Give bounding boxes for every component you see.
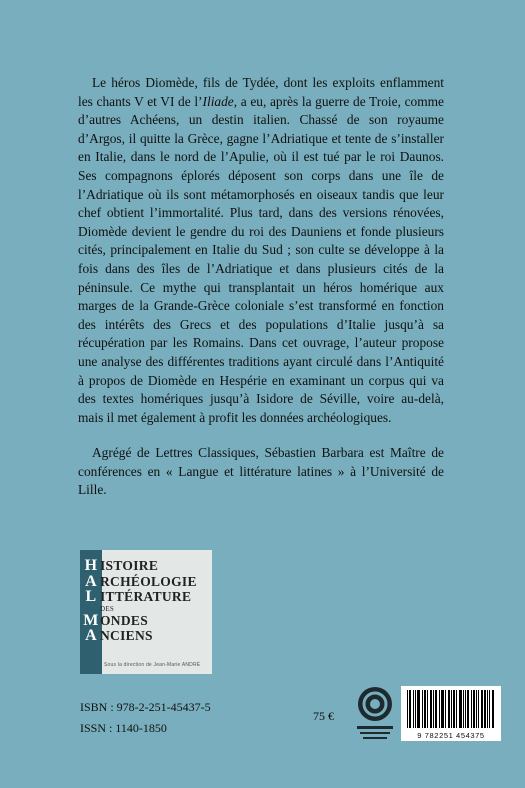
- isbn: ISBN : 978-2-251-45437-5: [80, 700, 211, 714]
- summary-text-rest: , a eu, après la guerre de Troie, comme d’autres Achéens, un destin italien. Chassé de son royaume d’Argos, il quitte la Grèce, gagne l’Adriatique et tente de s’installer en Italie, dans le nord de l’Apulie, où il est tué par le roi Daunos. Ses compagnons éplorés déposent son corps dans une île de l’Adriatique où ils sont métamorphosés en oiseaux tandis que leur chef obtient l’immortalité. Plus tard, dans des versions rénovées, Diomède devient le gendre du roi des Dauniens et fonde plusieurs cités, principalement en Italie du Sud ; son culte se développe à la fois dans des îles de l’Adriatique et dans plusieurs cités de la péninsule. Ce mythe qui transplantait un héros homérique aux marges de la Grande-Grèce coloniale s’est transformé en fonction des intérêts des Grecs et des populations d’Italie jusqu’à sa récupération par les Romains. Dans cet ouvrage, l’auteur propose une analyse des différentes traditions ayant circulé dans l’Antiquité à propos de Diomède en Hespérie en examinant un corpus qui va des textes homériques jusqu’à Isidore de Séville, voire au-delà, mais il met également à profit les données archéologiques.: [78, 93, 444, 425]
- back-cover-blurb: [78, 74, 444, 500]
- barcode-number: 9 782251 454375: [417, 731, 485, 740]
- logo-footer: Sous la direction de Jean-Marie ANDRÉ: [104, 662, 201, 668]
- summary-text-start: Le héros Diomède, fils de Tydée, dont les exploits enflamment les chants V et VI de l’: [78, 75, 444, 109]
- logo-line-des: DES: [100, 604, 115, 613]
- logo-line-litterature: L ITTÉRATURE: [85, 588, 192, 605]
- barcode-bars: [407, 690, 495, 728]
- price: 75 €: [313, 709, 334, 723]
- logo-line-anciens: A NCIENS: [85, 627, 153, 644]
- logo-line-histoire: H ISTOIRE: [84, 557, 159, 574]
- logo-line-mondes: MONDES: [83, 611, 149, 629]
- barcode: [401, 686, 501, 741]
- isbn-block: [80, 697, 211, 739]
- iliade-title: Iliade: [202, 93, 234, 109]
- summary-paragraph: [78, 74, 444, 427]
- series-logo: [80, 550, 212, 674]
- author-bio-paragraph: Agrégé de Lettres Classiques, Sébastien Barbara est Maître de conférences en « Langue et littérature latines » à l’Université de Lille.: [78, 445, 444, 498]
- logo-line-archeologie: A RCHÉOLOGIE: [85, 572, 197, 590]
- issn: ISSN : 1140-1850: [80, 721, 167, 735]
- distributor-logo: [355, 684, 395, 746]
